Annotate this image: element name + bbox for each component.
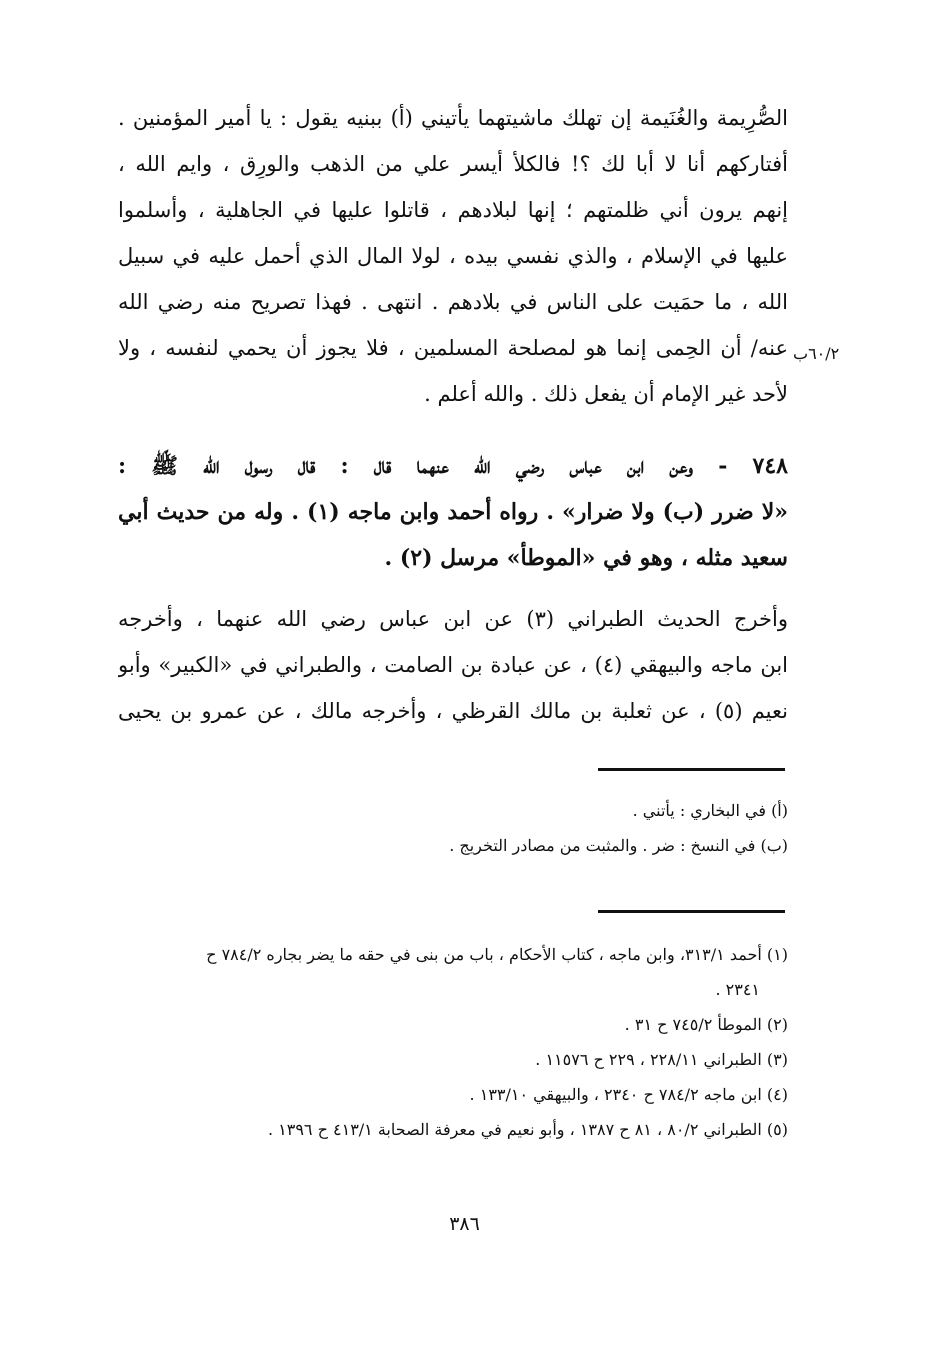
footnote-continuation: ٢٣٤١ . bbox=[715, 980, 760, 999]
footnote: (ب) في النسخ : ضر . والمثبت من مصادر التخريج . bbox=[449, 836, 788, 855]
text-line: الصُّرِيمة والغُنَيمة إن تهلك ماشيتهما يأتيني (أ) ببنيه يقول : يا أمير المؤمنين . bbox=[118, 106, 788, 130]
footnote: (٥) الطبراني ٨٠/٢ ، ٨١ ح ١٣٨٧ ، وأبو نعيم في معرفة الصحابة ٤١٣/١ ح ١٣٩٦ . bbox=[267, 1120, 788, 1139]
hadith-paragraph bbox=[118, 443, 788, 581]
variant-footnotes bbox=[140, 793, 788, 863]
footnote: (١) أحمد ٣١٣/١، وابن ماجه ، كتاب الأحكام ، باب من بنى في حقه ما يضر بجاره ٧٨٤/٢ ح bbox=[206, 945, 788, 964]
text-line: إنهم يرون أني ظلمتهم ؛ إنها لبلادهم ، قاتلوا عليها في الجاهلية ، وأسلموا bbox=[118, 198, 788, 222]
text-line: لأحد غير الإمام أن يفعل ذلك . والله أعلم . bbox=[424, 382, 788, 406]
footnote: (٢) الموطأ ٧٤٥/٢ ح ٣١ . bbox=[624, 1015, 788, 1034]
manuscript-folio-marker: ٦٠/٢ب bbox=[793, 344, 840, 363]
text-line: عنه/ أن الحِمى إنما هو لمصلحة المسلمين ، فلا يجوز أن يحمي لنفسه ، ولا bbox=[118, 336, 788, 360]
hadith-line: «لا ضرر (ب) ولا ضرار» . رواه أحمد وابن ماجه (١) . وله من حديث أبي bbox=[118, 499, 788, 525]
text-line: عليها في الإسلام ، والذي نفسي بيده ، لولا المال الذي أحمل عليه في سبيل bbox=[118, 244, 788, 268]
footnote: (٣) الطبراني ٢٢٨/١١ ، ٢٢٩ ح ١١٥٧٦ . bbox=[535, 1050, 788, 1069]
hadith-line: ٧٤٨ - وعن ابن عباس رضي الله عنهما قال : قال رسول الله ﷺ : bbox=[118, 453, 788, 479]
text-line: وأخرج الحديث الطبراني (٣) عن ابن عباس رضي الله عنهما ، وأخرجه bbox=[118, 607, 788, 631]
commentary-paragraph bbox=[118, 596, 788, 734]
source-footnotes bbox=[140, 937, 788, 1147]
footnote-divider bbox=[598, 768, 785, 771]
text-line: ابن ماجه والبيهقي (٤) ، عن عبادة بن الصامت ، والطبراني في «الكبير» وأبو bbox=[118, 653, 788, 677]
text-line: نعيم (٥) ، عن ثعلبة بن مالك القرظي ، وأخرجه مالك ، عن عمرو بن يحيى bbox=[118, 699, 788, 723]
hadith-line: سعيد مثله ، وهو في «الموطأ» مرسل (٢) . bbox=[384, 545, 788, 571]
footnote: (٤) ابن ماجه ٧٨٤/٢ ح ٢٣٤٠ ، والبيهقي ١٣٣/١٠ . bbox=[469, 1085, 788, 1104]
text-line: أفتاركهم أنا لا أبا لك ؟! فالكلأ أيسر علي من الذهب والورِق ، وايم الله ، bbox=[118, 152, 788, 176]
footnote-divider bbox=[598, 910, 785, 913]
text-line: الله ، ما حمَيت على الناس في بلادهم . انتهى . فهذا تصريح منه رضي الله bbox=[118, 290, 788, 314]
footnote: (أ) في البخاري : يأتني . bbox=[632, 801, 788, 820]
page-number: ٣٨٦ bbox=[449, 1213, 480, 1235]
commentary-paragraph bbox=[118, 95, 788, 417]
